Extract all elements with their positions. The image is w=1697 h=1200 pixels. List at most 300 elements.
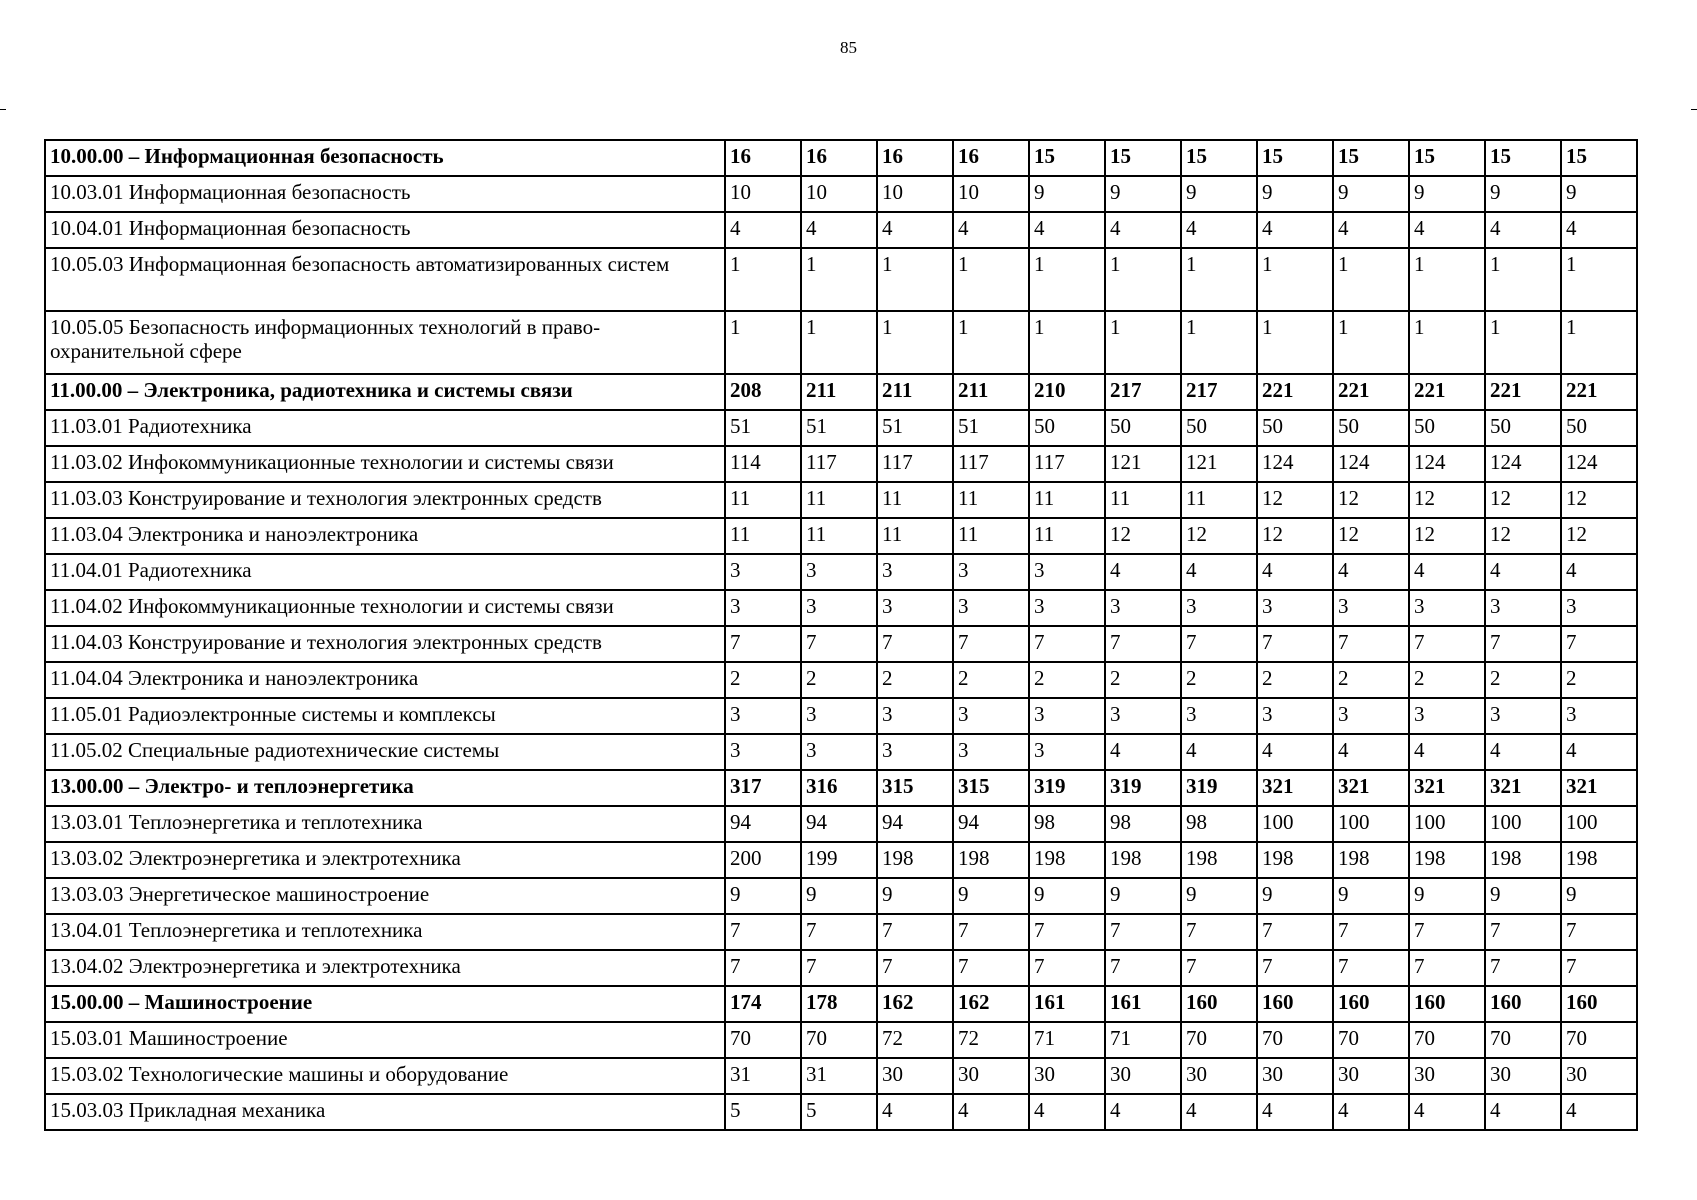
specialty-name-cell: 10.03.01 Информационная безопасность [45, 176, 725, 212]
value-cell: 162 [953, 986, 1029, 1022]
value-cell: 160 [1409, 986, 1485, 1022]
value-cell: 3 [725, 734, 801, 770]
value-cell: 3 [1333, 698, 1409, 734]
value-cell: 11 [1029, 482, 1105, 518]
value-cell: 217 [1181, 374, 1257, 410]
right-edge-mark [1691, 109, 1697, 110]
table-row [45, 698, 1637, 734]
value-cell: 11 [877, 482, 953, 518]
value-cell: 2 [801, 662, 877, 698]
value-cell: 3 [1409, 698, 1485, 734]
value-cell: 3 [1485, 698, 1561, 734]
value-cell: 7 [801, 950, 877, 986]
value-cell: 160 [1257, 986, 1333, 1022]
value-cell: 198 [1029, 842, 1105, 878]
value-cell: 124 [1409, 446, 1485, 482]
value-cell: 30 [1181, 1058, 1257, 1094]
value-cell: 174 [725, 986, 801, 1022]
value-cell: 1 [1561, 248, 1637, 311]
value-cell: 4 [1409, 212, 1485, 248]
value-cell: 117 [953, 446, 1029, 482]
specialty-name-cell: 11.00.00 – Электроника, радиотехника и системы связи [45, 374, 725, 410]
value-cell: 16 [801, 140, 877, 176]
value-cell: 315 [877, 770, 953, 806]
value-cell: 117 [1029, 446, 1105, 482]
value-cell: 30 [1333, 1058, 1409, 1094]
value-cell: 117 [877, 446, 953, 482]
specialties-table [44, 139, 1638, 1131]
value-cell: 7 [953, 950, 1029, 986]
value-cell: 162 [877, 986, 953, 1022]
value-cell: 1 [725, 311, 801, 374]
value-cell: 1 [1257, 248, 1333, 311]
value-cell: 1 [1561, 311, 1637, 374]
value-cell: 70 [725, 1022, 801, 1058]
specialty-name-cell: 10.05.05 Безопасность информационных технологий в право-охранительной сфере [45, 311, 725, 374]
value-cell: 198 [1409, 842, 1485, 878]
value-cell: 198 [1257, 842, 1333, 878]
value-cell: 161 [1105, 986, 1181, 1022]
value-cell: 4 [1333, 1094, 1409, 1130]
value-cell: 9 [1181, 878, 1257, 914]
value-cell: 3 [953, 734, 1029, 770]
value-cell: 94 [877, 806, 953, 842]
value-cell: 1 [1333, 248, 1409, 311]
value-cell: 211 [801, 374, 877, 410]
value-cell: 7 [1561, 626, 1637, 662]
value-cell: 30 [1485, 1058, 1561, 1094]
value-cell: 4 [1029, 1094, 1105, 1130]
value-cell: 3 [801, 590, 877, 626]
value-cell: 7 [1029, 950, 1105, 986]
table-row [45, 590, 1637, 626]
value-cell: 4 [1105, 734, 1181, 770]
value-cell: 211 [877, 374, 953, 410]
value-cell: 11 [725, 482, 801, 518]
value-cell: 4 [953, 212, 1029, 248]
table-row [45, 212, 1637, 248]
value-cell: 12 [1485, 482, 1561, 518]
value-cell: 9 [1333, 878, 1409, 914]
value-cell: 100 [1409, 806, 1485, 842]
value-cell: 3 [1181, 698, 1257, 734]
value-cell: 1 [1257, 311, 1333, 374]
value-cell: 7 [1181, 914, 1257, 950]
value-cell: 10 [725, 176, 801, 212]
value-cell: 7 [801, 914, 877, 950]
value-cell: 2 [725, 662, 801, 698]
value-cell: 9 [1257, 176, 1333, 212]
value-cell: 3 [1485, 590, 1561, 626]
value-cell: 30 [1409, 1058, 1485, 1094]
value-cell: 3 [877, 698, 953, 734]
value-cell: 7 [1181, 626, 1257, 662]
value-cell: 221 [1485, 374, 1561, 410]
value-cell: 3 [1029, 554, 1105, 590]
value-cell: 221 [1333, 374, 1409, 410]
value-cell: 94 [801, 806, 877, 842]
value-cell: 117 [801, 446, 877, 482]
left-edge-mark [0, 109, 6, 110]
specialty-name-cell: 11.03.02 Инфокоммуникационные технологии и системы связи [45, 446, 725, 482]
value-cell: 1 [1181, 311, 1257, 374]
value-cell: 3 [877, 554, 953, 590]
value-cell: 3 [1181, 590, 1257, 626]
value-cell: 9 [801, 878, 877, 914]
value-cell: 178 [801, 986, 877, 1022]
value-cell: 208 [725, 374, 801, 410]
value-cell: 217 [1105, 374, 1181, 410]
value-cell: 15 [1409, 140, 1485, 176]
value-cell: 4 [1333, 212, 1409, 248]
value-cell: 160 [1485, 986, 1561, 1022]
value-cell: 9 [953, 878, 1029, 914]
specialty-name-cell: 15.03.01 Машиностроение [45, 1022, 725, 1058]
value-cell: 4 [1409, 554, 1485, 590]
value-cell: 4 [1485, 1094, 1561, 1130]
value-cell: 317 [725, 770, 801, 806]
value-cell: 7 [1029, 626, 1105, 662]
value-cell: 9 [1105, 878, 1181, 914]
value-cell: 121 [1181, 446, 1257, 482]
value-cell: 7 [953, 914, 1029, 950]
value-cell: 100 [1257, 806, 1333, 842]
value-cell: 2 [1181, 662, 1257, 698]
value-cell: 9 [725, 878, 801, 914]
value-cell: 4 [1561, 734, 1637, 770]
value-cell: 1 [1029, 248, 1105, 311]
value-cell: 4 [1561, 212, 1637, 248]
value-cell: 15 [1561, 140, 1637, 176]
value-cell: 4 [1333, 554, 1409, 590]
value-cell: 70 [1181, 1022, 1257, 1058]
value-cell: 2 [877, 662, 953, 698]
value-cell: 9 [1105, 176, 1181, 212]
value-cell: 3 [953, 590, 1029, 626]
value-cell: 1 [1485, 311, 1561, 374]
value-cell: 210 [1029, 374, 1105, 410]
value-cell: 3 [1561, 698, 1637, 734]
specialty-name-cell: 11.04.03 Конструирование и технология электронных средств [45, 626, 725, 662]
value-cell: 71 [1029, 1022, 1105, 1058]
value-cell: 160 [1333, 986, 1409, 1022]
value-cell: 7 [1257, 950, 1333, 986]
value-cell: 71 [1105, 1022, 1181, 1058]
value-cell: 3 [725, 698, 801, 734]
value-cell: 4 [953, 1094, 1029, 1130]
value-cell: 3 [801, 734, 877, 770]
value-cell: 10 [801, 176, 877, 212]
value-cell: 16 [953, 140, 1029, 176]
value-cell: 211 [953, 374, 1029, 410]
value-cell: 316 [801, 770, 877, 806]
value-cell: 4 [1105, 212, 1181, 248]
value-cell: 1 [1181, 248, 1257, 311]
value-cell: 3 [801, 554, 877, 590]
value-cell: 3 [953, 698, 1029, 734]
value-cell: 12 [1181, 518, 1257, 554]
value-cell: 221 [1561, 374, 1637, 410]
value-cell: 4 [1485, 734, 1561, 770]
value-cell: 7 [1409, 626, 1485, 662]
value-cell: 51 [801, 410, 877, 446]
value-cell: 198 [1105, 842, 1181, 878]
value-cell: 3 [801, 698, 877, 734]
value-cell: 100 [1333, 806, 1409, 842]
value-cell: 9 [1485, 878, 1561, 914]
value-cell: 3 [1029, 698, 1105, 734]
value-cell: 7 [1485, 626, 1561, 662]
value-cell: 124 [1333, 446, 1409, 482]
table-row [45, 482, 1637, 518]
value-cell: 4 [1181, 554, 1257, 590]
value-cell: 198 [877, 842, 953, 878]
value-cell: 9 [1257, 878, 1333, 914]
value-cell: 3 [877, 734, 953, 770]
value-cell: 98 [1105, 806, 1181, 842]
value-cell: 9 [1029, 176, 1105, 212]
value-cell: 94 [953, 806, 1029, 842]
value-cell: 121 [1105, 446, 1181, 482]
value-cell: 2 [1029, 662, 1105, 698]
value-cell: 12 [1333, 482, 1409, 518]
value-cell: 7 [725, 626, 801, 662]
value-cell: 50 [1561, 410, 1637, 446]
value-cell: 3 [877, 590, 953, 626]
value-cell: 30 [953, 1058, 1029, 1094]
value-cell: 1 [1333, 311, 1409, 374]
value-cell: 4 [1029, 212, 1105, 248]
value-cell: 2 [1409, 662, 1485, 698]
value-cell: 7 [1029, 914, 1105, 950]
value-cell: 16 [877, 140, 953, 176]
value-cell: 4 [1257, 212, 1333, 248]
value-cell: 30 [1257, 1058, 1333, 1094]
value-cell: 50 [1257, 410, 1333, 446]
value-cell: 7 [1333, 950, 1409, 986]
value-cell: 1 [725, 248, 801, 311]
value-cell: 7 [953, 626, 1029, 662]
specialty-name-cell: 10.00.00 – Информационная безопасность [45, 140, 725, 176]
group-row [45, 374, 1637, 410]
value-cell: 200 [725, 842, 801, 878]
value-cell: 4 [1257, 1094, 1333, 1130]
value-cell: 70 [1561, 1022, 1637, 1058]
value-cell: 3 [725, 554, 801, 590]
value-cell: 4 [1257, 734, 1333, 770]
value-cell: 70 [1333, 1022, 1409, 1058]
table-row [45, 176, 1637, 212]
value-cell: 7 [1105, 914, 1181, 950]
specialty-name-cell: 11.05.02 Специальные радиотехнические системы [45, 734, 725, 770]
value-cell: 1 [801, 311, 877, 374]
value-cell: 4 [1485, 212, 1561, 248]
value-cell: 100 [1485, 806, 1561, 842]
value-cell: 199 [801, 842, 877, 878]
table-body [45, 140, 1637, 1130]
value-cell: 31 [801, 1058, 877, 1094]
value-cell: 160 [1181, 986, 1257, 1022]
value-cell: 30 [1105, 1058, 1181, 1094]
value-cell: 4 [801, 212, 877, 248]
value-cell: 1 [953, 248, 1029, 311]
specialty-name-cell: 10.04.01 Информационная безопасность [45, 212, 725, 248]
value-cell: 7 [1409, 914, 1485, 950]
value-cell: 11 [1029, 518, 1105, 554]
value-cell: 160 [1561, 986, 1637, 1022]
value-cell: 2 [1333, 662, 1409, 698]
value-cell: 198 [953, 842, 1029, 878]
value-cell: 319 [1029, 770, 1105, 806]
value-cell: 30 [1029, 1058, 1105, 1094]
value-cell: 7 [801, 626, 877, 662]
specialty-name-cell: 13.03.03 Энергетическое машиностроение [45, 878, 725, 914]
value-cell: 7 [1561, 914, 1637, 950]
specialty-name-cell: 15.03.03 Прикладная механика [45, 1094, 725, 1130]
value-cell: 321 [1485, 770, 1561, 806]
value-cell: 321 [1257, 770, 1333, 806]
value-cell: 12 [1409, 482, 1485, 518]
value-cell: 11 [725, 518, 801, 554]
value-cell: 1 [1409, 248, 1485, 311]
value-cell: 12 [1485, 518, 1561, 554]
value-cell: 319 [1181, 770, 1257, 806]
specialty-name-cell: 11.03.01 Радиотехника [45, 410, 725, 446]
value-cell: 198 [1561, 842, 1637, 878]
value-cell: 9 [1409, 878, 1485, 914]
value-cell: 7 [1105, 950, 1181, 986]
value-cell: 11 [877, 518, 953, 554]
value-cell: 70 [1485, 1022, 1561, 1058]
table-row [45, 554, 1637, 590]
value-cell: 12 [1409, 518, 1485, 554]
group-row [45, 770, 1637, 806]
value-cell: 9 [1409, 176, 1485, 212]
value-cell: 72 [953, 1022, 1029, 1058]
specialty-name-cell: 10.05.03 Информационная безопасность автоматизированных систем [45, 248, 725, 311]
value-cell: 72 [877, 1022, 953, 1058]
table-row [45, 662, 1637, 698]
value-cell: 4 [1333, 734, 1409, 770]
specialty-name-cell: 13.03.01 Теплоэнергетика и теплотехника [45, 806, 725, 842]
value-cell: 9 [1561, 878, 1637, 914]
table-row [45, 914, 1637, 950]
table-row [45, 626, 1637, 662]
value-cell: 1 [1105, 248, 1181, 311]
value-cell: 15 [1181, 140, 1257, 176]
value-cell: 7 [1105, 626, 1181, 662]
value-cell: 319 [1105, 770, 1181, 806]
value-cell: 5 [801, 1094, 877, 1130]
value-cell: 70 [1257, 1022, 1333, 1058]
value-cell: 3 [1105, 698, 1181, 734]
value-cell: 198 [1333, 842, 1409, 878]
value-cell: 1 [877, 311, 953, 374]
table-row [45, 410, 1637, 446]
value-cell: 7 [1409, 950, 1485, 986]
value-cell: 198 [1485, 842, 1561, 878]
value-cell: 321 [1333, 770, 1409, 806]
table-row [45, 248, 1637, 311]
value-cell: 3 [1105, 590, 1181, 626]
table-row [45, 1094, 1637, 1130]
value-cell: 7 [1333, 626, 1409, 662]
table-row [45, 446, 1637, 482]
value-cell: 12 [1333, 518, 1409, 554]
value-cell: 7 [1257, 626, 1333, 662]
value-cell: 3 [1409, 590, 1485, 626]
value-cell: 10 [877, 176, 953, 212]
table-row [45, 518, 1637, 554]
value-cell: 100 [1561, 806, 1637, 842]
value-cell: 3 [953, 554, 1029, 590]
value-cell: 98 [1029, 806, 1105, 842]
value-cell: 221 [1409, 374, 1485, 410]
table-row [45, 1058, 1637, 1094]
value-cell: 7 [1333, 914, 1409, 950]
value-cell: 10 [953, 176, 1029, 212]
group-row [45, 986, 1637, 1022]
specialty-name-cell: 13.03.02 Электроэнергетика и электротехника [45, 842, 725, 878]
value-cell: 1 [801, 248, 877, 311]
table-row [45, 842, 1637, 878]
value-cell: 1 [1485, 248, 1561, 311]
value-cell: 4 [1409, 1094, 1485, 1130]
value-cell: 9 [1333, 176, 1409, 212]
value-cell: 1 [1409, 311, 1485, 374]
table-row [45, 806, 1637, 842]
specialty-name-cell: 11.03.04 Электроника и наноэлектроника [45, 518, 725, 554]
value-cell: 50 [1181, 410, 1257, 446]
value-cell: 321 [1561, 770, 1637, 806]
value-cell: 51 [877, 410, 953, 446]
value-cell: 15 [1105, 140, 1181, 176]
value-cell: 31 [725, 1058, 801, 1094]
value-cell: 15 [1333, 140, 1409, 176]
value-cell: 15 [1485, 140, 1561, 176]
value-cell: 4 [1105, 554, 1181, 590]
specialty-name-cell: 11.05.01 Радиоэлектронные системы и комплексы [45, 698, 725, 734]
specialty-name-cell: 13.00.00 – Электро- и теплоэнергетика [45, 770, 725, 806]
value-cell: 2 [953, 662, 1029, 698]
table-row [45, 1022, 1637, 1058]
value-cell: 15 [1029, 140, 1105, 176]
value-cell: 2 [1485, 662, 1561, 698]
table-row [45, 950, 1637, 986]
group-row [45, 140, 1637, 176]
value-cell: 12 [1105, 518, 1181, 554]
value-cell: 4 [877, 1094, 953, 1130]
value-cell: 70 [1409, 1022, 1485, 1058]
specialty-name-cell: 11.04.02 Инфокоммуникационные технологии и системы связи [45, 590, 725, 626]
value-cell: 15 [1257, 140, 1333, 176]
value-cell: 12 [1257, 518, 1333, 554]
value-cell: 11 [1181, 482, 1257, 518]
value-cell: 51 [953, 410, 1029, 446]
value-cell: 2 [1561, 662, 1637, 698]
specialty-name-cell: 11.04.04 Электроника и наноэлектроника [45, 662, 725, 698]
value-cell: 124 [1561, 446, 1637, 482]
value-cell: 50 [1485, 410, 1561, 446]
table-row [45, 878, 1637, 914]
value-cell: 198 [1181, 842, 1257, 878]
value-cell: 3 [1257, 698, 1333, 734]
value-cell: 4 [725, 212, 801, 248]
value-cell: 9 [1181, 176, 1257, 212]
specialty-name-cell: 15.03.02 Технологические машины и оборудование [45, 1058, 725, 1094]
table-row [45, 734, 1637, 770]
value-cell: 12 [1257, 482, 1333, 518]
